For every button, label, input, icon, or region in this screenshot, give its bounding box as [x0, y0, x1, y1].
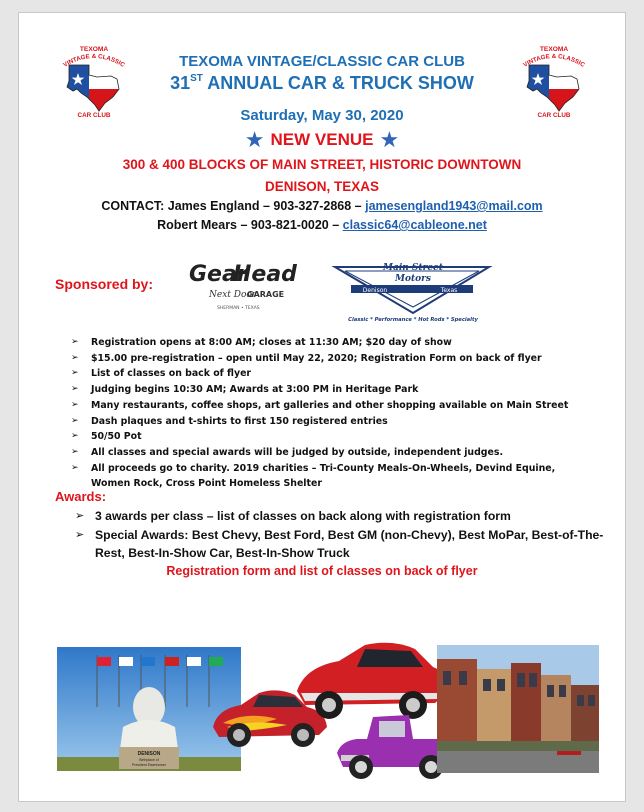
- show-title: [19, 73, 625, 94]
- show-title-rest: ANNUAL CAR & TRUCK SHOW: [202, 73, 474, 93]
- show-number: 31: [170, 73, 191, 93]
- svg-text:CAR CLUB: CAR CLUB: [77, 112, 111, 119]
- list-item: ➢ Special Awards: Best Chevy, Best Ford, Best GM (non-Chevy), Best MoPar, Best-of-The-Rest, Best-In-Show Car, Best-In-Show Truck: [75, 526, 605, 563]
- list-item: ➢ Judging begins 10:30 AM; Awards at 3:00 PM in Heritage Park: [71, 382, 591, 398]
- svg-text:Texas: Texas: [440, 287, 458, 294]
- svg-text:Gear: Gear: [189, 262, 248, 287]
- main-street-motors-logo: [331, 257, 493, 323]
- svg-text:CAR CLUB: CAR CLUB: [537, 112, 571, 119]
- sponsor-label: Sponsored by:: [55, 276, 154, 292]
- svg-text:TEXOMA: TEXOMA: [79, 46, 109, 53]
- info-bullet-list: [71, 335, 591, 492]
- list-item: ➢ Dash plaques and t-shirts to first 150 registered entries: [71, 414, 591, 430]
- svg-text:Denison: Denison: [362, 287, 388, 294]
- awards-list: [75, 507, 605, 563]
- svg-text:Next Door: Next Door: [209, 290, 257, 300]
- gearhead-logo: [187, 257, 297, 319]
- list-item: ➢ 50/50 Pot: [71, 429, 591, 445]
- svg-text:VINTAGE & CLASSIC: VINTAGE & CLASSIC: [62, 52, 126, 69]
- main-street-buildings-image: [437, 645, 599, 773]
- contact-2-text: Robert Mears – 903-821-0020 –: [157, 218, 343, 232]
- venue-address: 300 & 400 BLOCKS OF MAIN STREET, HISTORIC DOWNTOWN: [122, 157, 522, 172]
- svg-text:VINTAGE & CLASSIC: VINTAGE & CLASSIC: [522, 52, 586, 69]
- svg-text:Motors: Motors: [395, 274, 431, 284]
- contact-2-email-link[interactable]: classic64@cableone.net: [342, 218, 487, 232]
- contact-line-2: [19, 218, 625, 232]
- svg-text:DENISON: DENISON: [137, 751, 161, 757]
- list-item: ➢ All proceeds go to charity. 2019 charities – Tri-County Meals-On-Wheels, Devind Equine, Women Rock, Cross Point Homeless Shelter: [71, 461, 591, 492]
- show-suffix: ST: [190, 73, 203, 84]
- star-icon: ★: [379, 127, 400, 152]
- show-date: Saturday, May 30, 2020: [240, 107, 404, 124]
- list-item: ➢ List of classes on back of flyer: [71, 366, 591, 382]
- venue-label: NEW VENUE: [270, 130, 374, 149]
- svg-text:SHERMAN • TEXAS: SHERMAN • TEXAS: [217, 306, 260, 311]
- awards-label: Awards:: [55, 489, 107, 504]
- contact-line-1: [19, 199, 625, 213]
- svg-text:Head: Head: [233, 262, 297, 287]
- contact-1-email-link[interactable]: jamesengland1943@mail.com: [365, 199, 543, 213]
- flyer-page: [18, 12, 626, 802]
- contact-1-text: CONTACT: James England – 903-327-2868 –: [101, 199, 366, 213]
- svg-text:Main Street: Main Street: [383, 263, 443, 273]
- svg-text:President Eisenhower: President Eisenhower: [131, 763, 167, 767]
- gearhead-logo-icon: [187, 257, 297, 319]
- star-icon: ★: [244, 127, 265, 152]
- venue-row: [19, 127, 625, 153]
- list-item: ➢ Registration opens at 8:00 AM; closes at 11:30 AM; $20 day of show: [71, 335, 591, 351]
- svg-text:Classic * Performance * Hot Ro: Classic * Performance * Hot Rods * Specialty: [348, 317, 478, 323]
- main-street-motors-logo-icon: [331, 257, 493, 323]
- registration-note: Registration form and list of classes on back of flyer: [166, 564, 478, 578]
- list-item: ➢ $15.00 pre-registration – open until May 22, 2020; Registration Form on back of flyer: [71, 351, 591, 367]
- svg-text:GARAGE: GARAGE: [247, 290, 285, 299]
- svg-text:TEXOMA: TEXOMA: [539, 46, 569, 53]
- svg-text:Birthplace of: Birthplace of: [139, 758, 159, 762]
- venue-city: DENISON, TEXAS: [264, 179, 380, 194]
- list-item: ➢ Many restaurants, coffee shops, art galleries and other shopping available on Main Street: [71, 398, 591, 414]
- main-street-photo: [437, 645, 599, 773]
- club-title: TEXOMA VINTAGE/CLASSIC CAR CLUB: [179, 53, 465, 70]
- list-item: ➢ 3 awards per class – list of classes on back along with registration form: [75, 507, 605, 526]
- list-item: ➢ All classes and special awards will be judged by outside, independent judges.: [71, 445, 591, 461]
